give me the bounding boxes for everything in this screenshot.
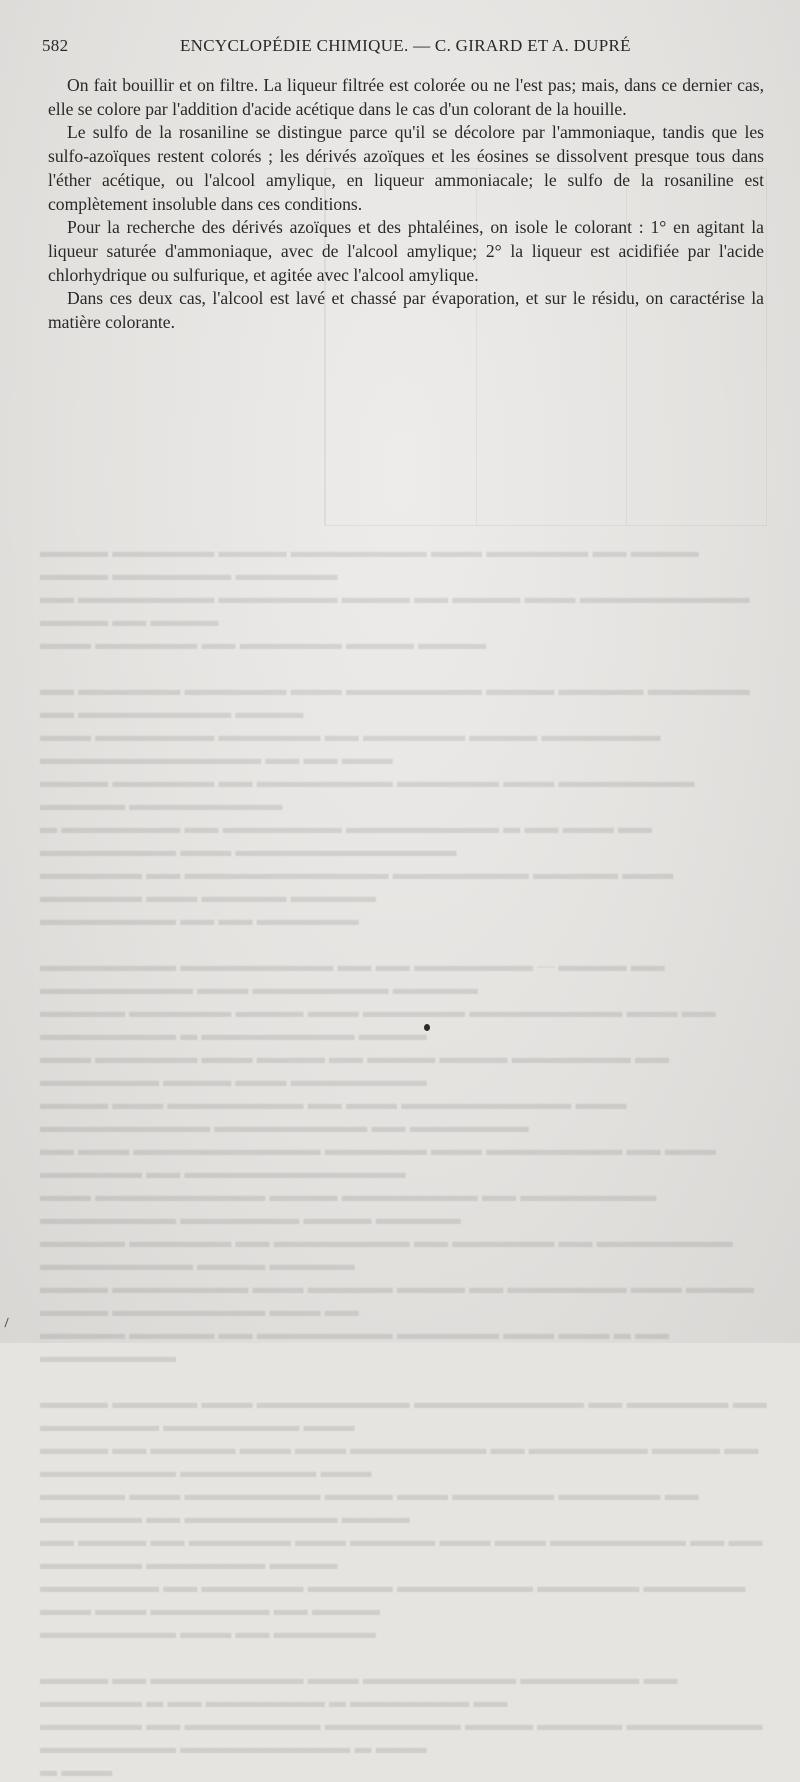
- body-text: [48, 74, 764, 335]
- bleed-through-text: ▬▬▬▬ ▬▬▬▬▬▬ ▬▬▬▬ ▬▬▬▬▬▬▬▬ ▬▬▬ ▬▬▬▬▬▬ ▬▬ ▬▬▬▬ ▬▬▬▬ ▬▬▬▬▬▬▬ ▬▬▬▬▬▬ ▬▬ ▬▬▬▬▬▬▬▬ ▬▬▬▬▬▬▬ ▬▬▬▬ ▬▬ ▬▬▬▬ ▬▬▬ ▬▬▬▬▬▬▬▬▬▬ ▬▬▬▬ ▬▬ ▬▬▬▬ ▬▬▬ ▬▬▬▬▬▬ ▬▬ ▬▬▬▬▬▬ ▬▬▬▬ ▬▬▬▬ ▬▬ ▬▬▬▬▬▬ ▬▬▬▬▬▬ ▬▬▬ ▬▬▬▬▬▬▬▬ ▬▬▬▬ ▬▬▬▬▬ ▬▬▬▬▬▬ ▬▬ ▬▬▬▬▬▬▬▬▬ ▬▬▬▬ ▬▬▬ ▬▬▬▬▬▬▬ ▬▬▬▬▬▬ ▬▬ ▬▬▬▬▬▬ ▬▬▬▬ ▬▬▬▬▬▬▬ ▬▬▬▬▬▬▬▬▬▬▬▬▬ ▬▬ ▬▬ ▬▬▬ ▬▬▬▬ ▬▬▬▬▬▬ ▬▬ ▬▬▬▬▬▬▬▬ ▬▬▬▬▬▬ ▬▬▬ ▬▬▬▬▬▬▬▬ ▬▬▬▬▬ ▬▬▬▬▬▬▬▬▬ ▬ ▬▬▬▬▬▬▬ ▬▬ ▬▬▬▬▬▬▬ ▬▬▬▬▬▬▬▬▬ ▬ ▬▬ ▬▬▬ ▬▬ ▬▬▬▬▬▬▬▬ ▬▬▬ ▬▬▬▬▬▬▬▬▬▬▬▬▬ ▬▬▬▬▬▬ ▬▬ ▬▬▬▬▬▬▬▬▬▬▬▬ ▬▬▬▬▬▬▬▬ ▬▬▬▬▬ ▬▬▬ ▬▬▬▬▬▬ ▬▬▬ ▬▬▬▬▬ ▬▬▬▬▬ ▬▬▬▬▬▬▬▬ ▬▬ ▬▬ ▬▬▬▬▬▬ ▬▬▬▬▬▬▬▬ ▬▬▬▬▬▬▬▬▬ ▬▬ ▬▬ ▬▬▬▬▬▬▬ — ▬▬▬▬ ▬▬ ▬▬▬▬▬▬▬▬▬ ▬▬▬ ▬▬▬▬▬▬▬▬ ▬▬▬▬▬ ▬▬▬▬▬ ▬▬▬▬▬▬ ▬▬▬▬ ▬▬▬ ▬▬▬▬▬▬ ▬▬▬▬▬▬▬▬▬ ▬▬▬ ▬▬ ▬▬▬▬▬▬▬▬ ▬ ▬▬▬▬▬▬▬▬▬ ▬▬▬▬ ▬▬▬ ▬▬▬▬▬▬ ▬▬▬ ▬▬▬▬ ▬▬ ▬▬▬▬ ▬▬▬▬ ▬▬▬▬▬▬▬ ▬▬ ▬▬▬▬▬▬▬ ▬▬▬▬ ▬▬▬ ▬▬▬▬▬▬▬▬ ▬▬▬▬ ▬▬▬ ▬▬▬▬▬▬▬▬ ▬▬ ▬▬▬ ▬▬▬▬▬▬▬▬▬▬ ▬▬▬ ▬▬▬▬▬▬▬▬▬▬ ▬▬▬▬▬▬▬▬▬ ▬▬ ▬▬▬▬▬▬▬ ▬▬ ▬▬▬ ▬▬▬▬▬▬▬▬▬▬▬ ▬▬▬▬▬▬ ▬▬▬ ▬▬▬▬▬▬▬▬ ▬▬ ▬▬▬ ▬▬▬▬▬▬ ▬▬ ▬▬▬▬▬▬▬▬▬▬▬▬▬ ▬▬▬ ▬▬▬▬▬▬▬▬▬▬ ▬▬▬▬ ▬▬▬▬▬▬▬▬ ▬▬ ▬▬▬▬▬▬▬▬ ▬▬▬▬▬▬▬▬ ▬▬▬▬▬▬▬ ▬▬▬▬ ▬▬▬▬▬ ▬▬▬▬▬ ▬▬▬▬▬▬ ▬▬ ▬▬▬▬▬▬▬▬ ▬▬ ▬▬▬▬▬▬ ▬▬ ▬▬▬▬▬▬▬▬ ▬▬▬▬▬▬▬▬▬ ▬▬▬▬ ▬▬▬▬▬ ▬▬▬▬ ▬▬▬▬▬▬▬▬ ▬▬▬ ▬▬▬▬▬ ▬▬▬▬ ▬▬ ▬▬▬▬▬▬▬ ▬▬▬ ▬▬▬▬ ▬▬▬▬ ▬▬▬▬▬▬▬▬▬ ▬▬▬ ▬▬ ▬▬▬▬▬ ▬▬▬▬▬ ▬▬ ▬▬▬▬▬▬▬▬ ▬▬▬▬▬▬ ▬▬▬ ▬▬▬ ▬ ▬▬ ▬▬▬▬▬▬▬▬ ▬▬▬▬ ▬▬▬▬▬ ▬▬▬ ▬▬▬▬▬▬▬▬▬ ▬▬▬▬▬▬▬▬▬▬ ▬▬ ▬▬▬▬▬▬ ▬▬ ▬▬▬▬▬▬▬ ▬▬▬▬▬▬▬▬ ▬▬▬ ▬▬▬▬ ▬▬ ▬▬▬▬▬ ▬▬▬ ▬▬▬ ▬▬▬▬▬▬▬▬ ▬▬ ▬▬▬▬▬▬▬ ▬▬▬▬ ▬▬ ▬▬▬▬▬▬▬▬ ▬▬▬▬▬▬▬▬ ▬▬▬ ▬▬▬▬▬ ▬▬▬ ▬▬▬▬▬▬▬▬ ▬▬▬▬ ▬▬▬ ▬▬▬▬▬▬ ▬▬▬▬▬▬ ▬▬ ▬▬▬▬▬▬ ▬▬ ▬▬▬▬▬▬▬▬▬ ▬▬▬▬ ▬▬ ▬▬▬▬ ▬▬ ▬▬▬▬▬▬ ▬▬▬ ▬▬▬▬▬ ▬▬▬ ▬▬▬ ▬▬▬▬▬▬▬▬ ▬▬ ▬▬ ▬▬▬▬▬▬ ▬▬▬▬▬▬▬ ▬▬▬▬ ▬▬▬▬▬▬▬ ▬▬ ▬▬▬▬▬▬ ▬▬▬▬▬ ▬▬▬▬▬▬▬▬ ▬▬▬▬▬▬ ▬▬▬▬▬▬ ▬▬▬ ▬▬▬ ▬▬▬▬▬▬▬ ▬▬ ▬▬▬▬ ▬▬▬▬▬▬▬▬ ▬▬▬ ▬▬ ▬▬▬▬▬▬ ▬▬▬▬ ▬▬ ▬▬▬▬▬▬▬▬▬ ▬▬▬ ▬▬▬▬▬▬▬▬▬ ▬▬▬▬▬▬▬ ▬▬ ▬▬▬▬▬▬ ▬ ▬▬ ▬▬▬▬▬▬▬ ▬ ▬▬▬▬▬▬▬ ▬▬ ▬▬▬▬▬▬ ▬▬ ▬▬▬▬▬▬▬▬ ▬▬▬▬▬▬▬▬ ▬▬▬▬ ▬▬▬▬▬ ▬▬▬▬▬▬▬▬ ▬▬▬▬▬▬▬▬ ▬▬▬▬▬▬▬▬▬▬ ▬ ▬▬▬ ▬ ▬▬▬: [40, 542, 767, 1780]
- page-number: 582: [42, 36, 69, 55]
- paragraph: On fait bouillir et on filtre. La liqueur filtrée est colorée ou ne l'est pas; mais, dans ce dernier cas, elle se colore par l'addition d'acide acétique dans le cas d'un colorant de la houille.: [48, 75, 764, 119]
- paragraph: Dans ces deux cas, l'alcool est lavé et chassé par évaporation, et sur le résidu, on caractérise la matière colorante.: [48, 288, 764, 333]
- ink-dot: [424, 1024, 430, 1031]
- paragraph: Pour la recherche des dérivés azoïques et des phtaléines, on isole le colorant : 1° en agitant la liqueur saturée d'ammoniaque, avec de l'alcool amylique; 2° la liqueur est acidifiée par l'acide chlorhydrique ou sulfurique, et agitée avec l'alcool amylique.: [48, 217, 764, 285]
- margin-mark: [4, 1318, 11, 1329]
- running-header: [42, 36, 758, 64]
- running-title: ENCYCLOPÉDIE CHIMIQUE. — C. GIRARD ET A. DUPRÉ: [180, 36, 631, 55]
- paragraph: Le sulfo de la rosaniline se distingue parce qu'il se décolore par l'ammoniaque, tandis que les sulfo-azoïques restent colorés ; les dérivés azoïques et les éosines se dissolvent presque tous dans l'éther acétique, ou l'alcool amylique, en liqueur ammoniacale; le sulfo de la rosaniline est complètement insoluble dans ces conditions.: [48, 122, 764, 214]
